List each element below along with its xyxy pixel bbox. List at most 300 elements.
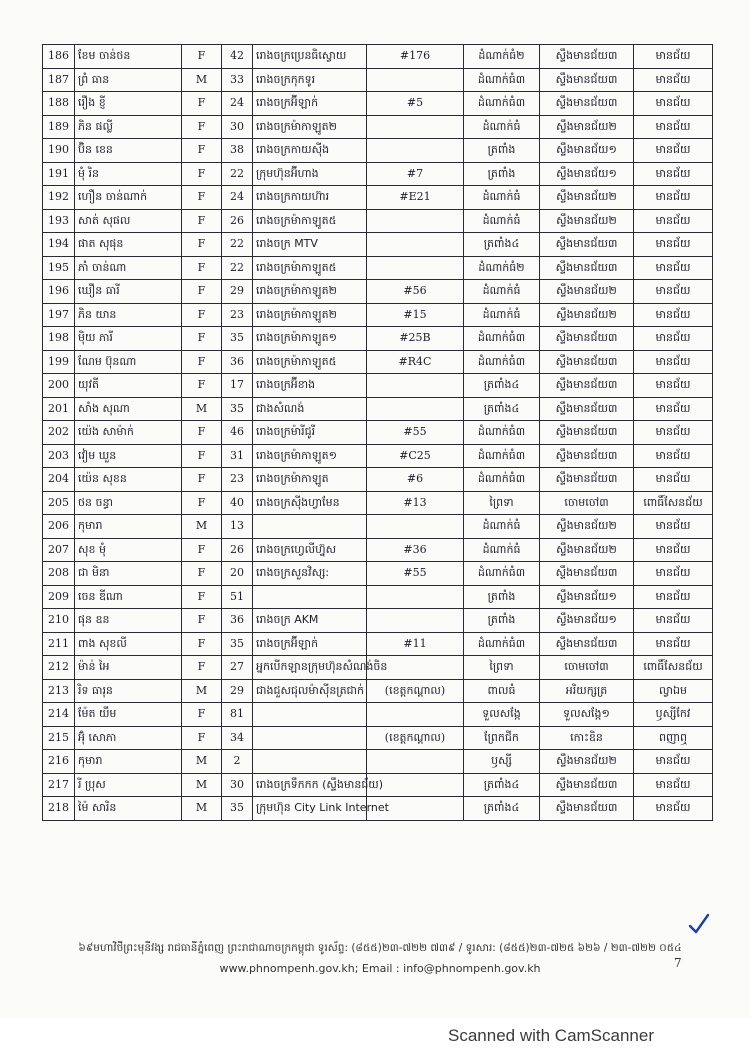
cell-sex: F [182, 350, 222, 374]
cell-district: មានជ័យ [634, 515, 713, 539]
cell-age: 35 [222, 397, 253, 421]
cell-village: ដំណាក់ធំ [464, 303, 540, 327]
cell-work: រោងចក្រម៉ាកាឡូត២ [253, 303, 367, 327]
cell-code [367, 585, 464, 609]
cell-sex: M [182, 68, 222, 92]
cell-work: រោងចក្រកុកទូរ [253, 68, 367, 92]
table-row [43, 797, 713, 821]
cell-village: ត្រពាំង៤ [464, 374, 540, 398]
cell-name: ភាំ ចាន់ណា [75, 256, 182, 280]
cell-district: មានជ័យ [634, 68, 713, 92]
cell-name: យុវតី [75, 374, 182, 398]
cell-name: ចេន ឌីណា [75, 585, 182, 609]
cell-sex: F [182, 468, 222, 492]
cell-commune: ស្ទឹងមានជ័យ៣ [540, 397, 634, 421]
register-table [42, 44, 713, 821]
cell-district: ល្វាឯម [634, 679, 713, 703]
cell-code: (ខេត្តកណ្ដាល) [367, 726, 464, 750]
cell-village: ត្រពាំង [464, 139, 540, 163]
cell-commune: ស្ទឹងមានជ័យ៣ [540, 444, 634, 468]
cell-district: មានជ័យ [634, 609, 713, 633]
cell-village: ឫស្សី [464, 750, 540, 774]
cell-sex: F [182, 585, 222, 609]
cell-code [367, 209, 464, 233]
cell-code: #R4C [367, 350, 464, 374]
cell-village: ដំណាក់ធំ [464, 186, 540, 210]
cell-commune: ស្ទឹងមានជ័យ៣ [540, 773, 634, 797]
cell-district: មានជ័យ [634, 256, 713, 280]
cell-name: រឿង ខ្ញី [75, 92, 182, 116]
cell-code [367, 115, 464, 139]
cell-name: ខែម ចាន់ថន [75, 45, 182, 69]
cell-code: #11 [367, 632, 464, 656]
cell-num: 216 [43, 750, 75, 774]
cell-num: 192 [43, 186, 75, 210]
cell-name: ម៉ែត យឹម [75, 703, 182, 727]
cell-sex: F [182, 656, 222, 680]
cell-age: 29 [222, 679, 253, 703]
cell-village: ដំណាក់ធំ២ [464, 45, 540, 69]
cell-commune: ស្ទឹងមានជ័យ៣ [540, 421, 634, 445]
cell-name: សាំង សុណា [75, 397, 182, 421]
cell-age: 17 [222, 374, 253, 398]
cell-sex: F [182, 538, 222, 562]
cell-commune: ស្ទឹងមានជ័យ២ [540, 280, 634, 304]
cell-sex: F [182, 374, 222, 398]
cell-sex: F [182, 421, 222, 445]
cell-commune: ស្ទឹងមានជ័យ៣ [540, 68, 634, 92]
cell-sex: F [182, 303, 222, 327]
cell-commune: ស្ទឹងមានជ័យ៣ [540, 327, 634, 351]
cell-district: មានជ័យ [634, 585, 713, 609]
cell-commune: ស្ទឹងមានជ័យ៣ [540, 374, 634, 398]
cell-name: ប៊ិន ខេន [75, 139, 182, 163]
cell-work [253, 750, 367, 774]
cell-commune: ស្ទឹងមានជ័យ៣ [540, 256, 634, 280]
cell-sex: F [182, 632, 222, 656]
cell-work: រោងចក្រម៉ាកាឡូត៥ [253, 209, 367, 233]
cell-code [367, 256, 464, 280]
table-row [43, 280, 713, 304]
cell-district: មានជ័យ [634, 303, 713, 327]
cell-num: 202 [43, 421, 75, 445]
cell-age: 42 [222, 45, 253, 69]
cell-district: មានជ័យ [634, 444, 713, 468]
cell-work: រោងចក្រអ៊ីឡាក់ [253, 632, 367, 656]
cell-work: ក្រុមហ៊ុន City Link Internet [253, 797, 367, 821]
cell-district: មានជ័យ [634, 280, 713, 304]
cell-age: 22 [222, 162, 253, 186]
cell-sex: M [182, 750, 222, 774]
cell-age: 24 [222, 186, 253, 210]
cell-age: 38 [222, 139, 253, 163]
cell-sex: M [182, 397, 222, 421]
cell-code: #7 [367, 162, 464, 186]
cell-village: ត្រពាំង [464, 609, 540, 633]
cell-sex: M [182, 515, 222, 539]
cell-age: 23 [222, 303, 253, 327]
cell-age: 46 [222, 421, 253, 445]
cell-num: 193 [43, 209, 75, 233]
cell-name: សុខ មុំ [75, 538, 182, 562]
cell-commune: ស្ទឹងមានជ័យ៣ [540, 350, 634, 374]
cell-num: 186 [43, 45, 75, 69]
cell-num: 201 [43, 397, 75, 421]
cell-name: ម៉ិយ ភារី [75, 327, 182, 351]
cell-code: #13 [367, 491, 464, 515]
cell-age: 31 [222, 444, 253, 468]
table-row [43, 750, 713, 774]
cell-name: ម៉ាន់ អៃ [75, 656, 182, 680]
cell-name: សាត់ សុផល [75, 209, 182, 233]
table-row [43, 256, 713, 280]
cell-sex: F [182, 92, 222, 116]
cell-commune: ស្ទឹងមានជ័យ១ [540, 585, 634, 609]
cell-num: 217 [43, 773, 75, 797]
cell-commune: ស្ទឹងមានជ័យ១ [540, 609, 634, 633]
cell-num: 198 [43, 327, 75, 351]
cell-age: 81 [222, 703, 253, 727]
cell-age: 36 [222, 609, 253, 633]
cell-district: មានជ័យ [634, 562, 713, 586]
table-row [43, 703, 713, 727]
cell-commune: អរិយក្សត្រ [540, 679, 634, 703]
cell-num: 196 [43, 280, 75, 304]
cell-age: 23 [222, 468, 253, 492]
cell-district: មានជ័យ [634, 468, 713, 492]
cell-num: 210 [43, 609, 75, 633]
cell-commune: ស្ទឹងមានជ័យ៣ [540, 468, 634, 492]
cell-sex: F [182, 186, 222, 210]
cell-work: ជាងសំណង់ [253, 397, 367, 421]
table-row [43, 632, 713, 656]
cell-name: រិទ ធារុន [75, 679, 182, 703]
table-row [43, 609, 713, 633]
cell-district: មានជ័យ [634, 92, 713, 116]
cell-commune: ស្ទឹងមានជ័យ២ [540, 186, 634, 210]
cell-sex: F [182, 444, 222, 468]
cell-sex: F [182, 115, 222, 139]
cell-name: វៀម ឃួន [75, 444, 182, 468]
table-row [43, 444, 713, 468]
cell-sex: F [182, 491, 222, 515]
cell-name: ពាង សុខលី [75, 632, 182, 656]
cell-sex: M [182, 797, 222, 821]
cell-district: មានជ័យ [634, 115, 713, 139]
cell-age: 22 [222, 233, 253, 257]
cell-code: #15 [367, 303, 464, 327]
table-row [43, 515, 713, 539]
cell-work: រោងចក្រ AKM [253, 609, 367, 633]
cell-code [367, 139, 464, 163]
cell-commune: ស្ទឹងមានជ័យ២ [540, 209, 634, 233]
cell-num: 194 [43, 233, 75, 257]
cell-num: 197 [43, 303, 75, 327]
cell-name: អ៊ុំ សោភា [75, 726, 182, 750]
cell-work: រោងចក្រម៉ាកាឡូត៥ [253, 350, 367, 374]
cell-name: ភិន ផល្លី [75, 115, 182, 139]
cell-name: កុមារា [75, 515, 182, 539]
cell-code [367, 515, 464, 539]
cell-village: ដំណាក់ធំ៣ [464, 468, 540, 492]
cell-code: #36 [367, 538, 464, 562]
cell-num: 211 [43, 632, 75, 656]
cell-work: រោងចក្រម៉ាកាឡូត [253, 468, 367, 492]
cell-village: ដំណាក់ធំ [464, 538, 540, 562]
cell-name: ភិន យាន [75, 303, 182, 327]
table-row [43, 538, 713, 562]
cell-work: ក្រុមហ៊ុនអ៊ីហាង [253, 162, 367, 186]
cell-village: ដំណាក់ធំ២ [464, 256, 540, 280]
cell-district: មានជ័យ [634, 209, 713, 233]
cell-district: មានជ័យ [634, 327, 713, 351]
cell-village: ពាលធំ [464, 679, 540, 703]
page-number: 7 [674, 956, 682, 970]
cell-name: ជា មិនា [75, 562, 182, 586]
table-row [43, 374, 713, 398]
cell-village: ដំណាក់ធំ [464, 209, 540, 233]
cell-code [367, 68, 464, 92]
cell-commune: កោះឧិន [540, 726, 634, 750]
cell-commune: ស្ទឹងមានជ័យ៣ [540, 233, 634, 257]
table-row [43, 397, 713, 421]
cell-commune: ស្ទឹងមានជ័យ១ [540, 139, 634, 163]
register-table-body [43, 45, 713, 821]
cell-name: ផុន ឧន [75, 609, 182, 633]
cell-work: រោងចក្រម៉ាកាឡូត៥ [253, 256, 367, 280]
cell-district: មានជ័យ [634, 538, 713, 562]
cell-code [367, 609, 464, 633]
cell-commune: ចោមចៅ៣ [540, 656, 634, 680]
cell-num: 208 [43, 562, 75, 586]
cell-work: រោងចក្រម៉ាកាឡូត២ [253, 115, 367, 139]
cell-village: ដំណាក់ធំ៣ [464, 421, 540, 445]
cell-work: រោងចក្រសួនវិស្ស: [253, 562, 367, 586]
cell-work: រោងចក្រកាយហ៊ារ [253, 186, 367, 210]
cell-code: #176 [367, 45, 464, 69]
cell-commune: ស្ទឹងមានជ័យ៣ [540, 45, 634, 69]
cell-code: #6 [367, 468, 464, 492]
cell-sex: F [182, 703, 222, 727]
cell-num: 200 [43, 374, 75, 398]
cell-name: ផាត សុផុន [75, 233, 182, 257]
cell-district: មានជ័យ [634, 45, 713, 69]
cell-sex: F [182, 45, 222, 69]
cell-num: 213 [43, 679, 75, 703]
cell-village: ព្រៃទា [464, 491, 540, 515]
cell-age: 24 [222, 92, 253, 116]
table-row [43, 162, 713, 186]
cell-num: 205 [43, 491, 75, 515]
cell-village: ដំណាក់ធំ៣ [464, 68, 540, 92]
cell-work: រោងចក្រស៊ីងហ្វាមែន [253, 491, 367, 515]
cell-num: 214 [43, 703, 75, 727]
table-row [43, 45, 713, 69]
cell-sex: F [182, 327, 222, 351]
table-row [43, 468, 713, 492]
cell-name: ថន ចន្ធា [75, 491, 182, 515]
cell-work: រោងចក្រ MTV [253, 233, 367, 257]
cell-village: ដំណាក់ធំ៣ [464, 350, 540, 374]
cell-code: #55 [367, 421, 464, 445]
cell-num: 206 [43, 515, 75, 539]
cell-sex: F [182, 609, 222, 633]
cell-sex: F [182, 162, 222, 186]
cell-commune: ទួលសង្កែ១ [540, 703, 634, 727]
cell-commune: ស្ទឹងមានជ័យ៣ [540, 632, 634, 656]
cell-code: #E21 [367, 186, 464, 210]
cell-age: 40 [222, 491, 253, 515]
table-row [43, 303, 713, 327]
cell-district: ឫស្សីកែវ [634, 703, 713, 727]
cell-work [253, 585, 367, 609]
table-row [43, 327, 713, 351]
cell-name: ហឿន ចាន់ណាក់ [75, 186, 182, 210]
cell-work: រោងចក្រម៉ាកាឡូត១ [253, 327, 367, 351]
cell-village: ព្រៃទា [464, 656, 540, 680]
cell-sex: F [182, 139, 222, 163]
cell-num: 190 [43, 139, 75, 163]
cell-code [367, 397, 464, 421]
cell-code: #C25 [367, 444, 464, 468]
cell-commune: ចោមចៅ៣ [540, 491, 634, 515]
cell-district: មានជ័យ [634, 233, 713, 257]
cell-work: រោងចក្រកាយស៊ីង [253, 139, 367, 163]
table-row [43, 233, 713, 257]
cell-num: 195 [43, 256, 75, 280]
cell-work [253, 703, 367, 727]
cell-work: រោងចក្រម៉ារីជូរី [253, 421, 367, 445]
cell-village: ដំណាក់ធំ [464, 515, 540, 539]
cell-district: មានជ័យ [634, 162, 713, 186]
cell-commune: ស្ទឹងមានជ័យ២ [540, 515, 634, 539]
cell-village: ទួលសង្កែ [464, 703, 540, 727]
cell-num: 191 [43, 162, 75, 186]
cell-commune: ស្ទឹងមានជ័យ៣ [540, 92, 634, 116]
cell-code [367, 750, 464, 774]
cell-sex: M [182, 679, 222, 703]
cell-num: 188 [43, 92, 75, 116]
cell-commune: ស្ទឹងមានជ័យ៣ [540, 797, 634, 821]
table-row [43, 209, 713, 233]
cell-village: ដំណាក់ធំ៣ [464, 562, 540, 586]
table-row [43, 562, 713, 586]
table-row [43, 68, 713, 92]
cell-name: ឃឿន ធារី [75, 280, 182, 304]
cell-name: យ៉េង សាម៉ាក់ [75, 421, 182, 445]
cell-village: ត្រពាំង៤ [464, 797, 540, 821]
cell-num: 187 [43, 68, 75, 92]
cell-age: 26 [222, 209, 253, 233]
cell-num: 204 [43, 468, 75, 492]
cell-age: 35 [222, 632, 253, 656]
cell-age: 13 [222, 515, 253, 539]
scanner-watermark: Scanned with CamScanner [448, 1026, 655, 1045]
cell-district: មានជ័យ [634, 397, 713, 421]
cell-sex: F [182, 233, 222, 257]
cell-village: ត្រពាំង [464, 585, 540, 609]
table-row [43, 726, 713, 750]
table-row [43, 186, 713, 210]
cell-village: ព្រែកជីក [464, 726, 540, 750]
cell-work: រោងចក្រទឹកកក (ស្ទឹងមានជ័យ) [253, 773, 367, 797]
cell-district: មានជ័យ [634, 421, 713, 445]
cell-work: ជាងជួសជុលម៉ាស៊ីនត្រជាក់ [253, 679, 367, 703]
cell-num: 218 [43, 797, 75, 821]
cell-district: មានជ័យ [634, 374, 713, 398]
cell-district: មានជ័យ [634, 750, 713, 774]
cell-code: #25B [367, 327, 464, 351]
cell-age: 30 [222, 115, 253, 139]
table-row [43, 92, 713, 116]
cell-work: រោងចក្រអ៊ីខាង [253, 374, 367, 398]
cell-code: (ខេត្តកណ្ដាល) [367, 679, 464, 703]
cell-num: 189 [43, 115, 75, 139]
cell-num: 215 [43, 726, 75, 750]
cell-name: មុំ រិន [75, 162, 182, 186]
cell-code [367, 374, 464, 398]
cell-sex: F [182, 209, 222, 233]
cell-district: មានជ័យ [634, 773, 713, 797]
cell-code: #55 [367, 562, 464, 586]
cell-district: មានជ័យ [634, 186, 713, 210]
cell-village: ដំណាក់ធំ [464, 115, 540, 139]
cell-work: អ្នកបើកឡានក្រុមហ៊ុនសំណង់ចិន [253, 656, 367, 680]
cell-age: 26 [222, 538, 253, 562]
cell-district: មានជ័យ [634, 632, 713, 656]
table-row [43, 585, 713, 609]
cell-district: មានជ័យ [634, 139, 713, 163]
cell-age: 34 [222, 726, 253, 750]
cell-num: 199 [43, 350, 75, 374]
cell-commune: ស្ទឹងមានជ័យ៣ [540, 562, 634, 586]
cell-village: ដំណាក់ធំ [464, 280, 540, 304]
cell-age: 29 [222, 280, 253, 304]
cell-village: ត្រពាំង [464, 162, 540, 186]
footer-address: ៦៩មហាវិថីព្រះមុនីវង្ស រាជធានីភ្នំពេញ ព្រះរាជាណាចក្រកម្ពុជា ទូរស័ព្ទ: (៨៥៥)២៣-៧២២ ៧៣៩ / ទូរសារ: (៨៥៥)២៣-៧២៥ ៦២៦ / ២៣-៧២២ ០៥៤ [78, 942, 682, 954]
cell-age: 22 [222, 256, 253, 280]
cell-work: រោងចក្រម៉ាកាឡូត១ [253, 444, 367, 468]
cell-village: ត្រពាំង៤ [464, 233, 540, 257]
cell-age: 30 [222, 773, 253, 797]
cell-name: យ៉េន សុខន [75, 468, 182, 492]
cell-name: ណែម ប៊ុនណា [75, 350, 182, 374]
table-row [43, 679, 713, 703]
cell-name: ព្រំ ធាន [75, 68, 182, 92]
cell-code [367, 703, 464, 727]
cell-work [253, 515, 367, 539]
table-row [43, 139, 713, 163]
cell-village: ត្រពាំង៤ [464, 773, 540, 797]
footer-web-email: www.phnompenh.gov.kh; Email : info@phnompenh.gov.kh [219, 962, 541, 975]
cell-num: 212 [43, 656, 75, 680]
cell-age: 27 [222, 656, 253, 680]
cell-num: 203 [43, 444, 75, 468]
cell-age: 51 [222, 585, 253, 609]
cell-district: ពោធិ៍សែនជ័យ [634, 656, 713, 680]
table-row [43, 115, 713, 139]
cell-sex: M [182, 773, 222, 797]
cell-work: រោងចក្រម៉ាកាឡូត២ [253, 280, 367, 304]
cell-sex: F [182, 256, 222, 280]
cell-work: រោងចក្រប្រេនធិស្វោយ [253, 45, 367, 69]
cell-commune: ស្ទឹងមានជ័យ២ [540, 303, 634, 327]
cell-code: #5 [367, 92, 464, 116]
cell-code: #56 [367, 280, 464, 304]
table-row [43, 350, 713, 374]
cell-name: កុមារា [75, 750, 182, 774]
cell-sex: F [182, 562, 222, 586]
